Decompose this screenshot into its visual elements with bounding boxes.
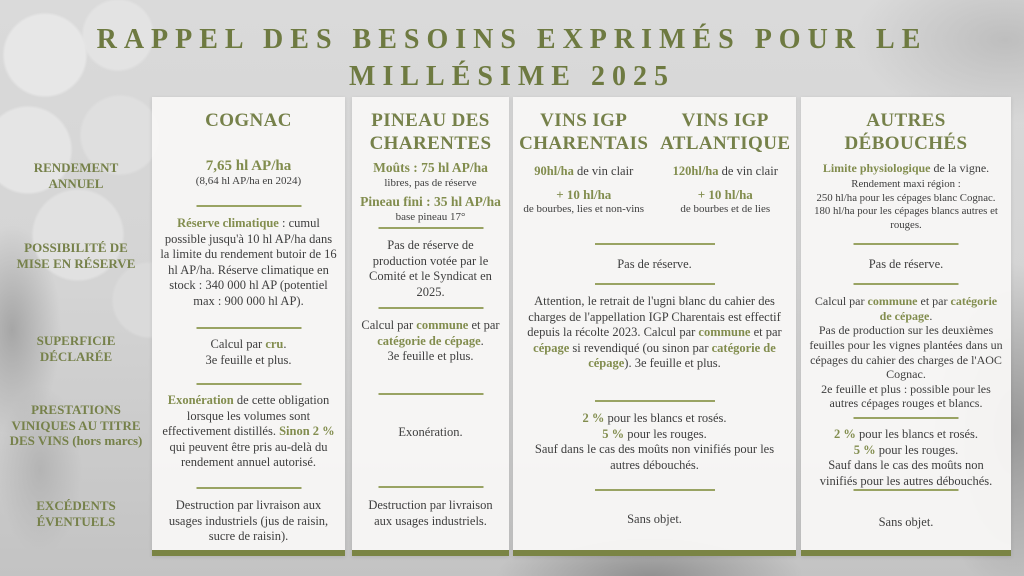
pineau-reserve: Pas de réserve de production votée par le Comité et le Syndicat en 2025. bbox=[369, 238, 492, 299]
cognac-yield-value: 7,65 hl AP/ha bbox=[205, 158, 292, 174]
card-bottom-bar bbox=[152, 550, 345, 556]
pineau-surface-accent1: commune bbox=[416, 318, 469, 332]
row-label-mise-en-reserve: POSSIBILITÉ DE MISE EN RÉSERVE bbox=[16, 240, 136, 271]
pineau-mouts-note: libres, pas de réserve bbox=[384, 176, 477, 189]
autres-limit bbox=[809, 161, 1003, 232]
pineau-fini-value: Pineau fini : 35 hl AP/ha bbox=[360, 193, 501, 209]
divider bbox=[854, 489, 959, 491]
autres-prest-text2: pour les rouges. bbox=[875, 442, 959, 457]
autres-surface-note1: Pas de production sur les deuxièmes feuilles pour les vignes plantées dans un cépages du cahier des charges de l'AOC Cognac. bbox=[809, 323, 1003, 382]
pineau-surface bbox=[360, 318, 501, 365]
igp-prest-accent2: 5 % bbox=[602, 426, 625, 441]
autres-limit-note2: 250 hl/ha pour les cépages blanc Cognac. bbox=[816, 191, 996, 204]
cognac-surface-post: . bbox=[283, 337, 287, 351]
divider bbox=[196, 487, 301, 489]
autres-surface-note2: 2e feuille et plus : possible pour les autres cépages rouges et blancs. bbox=[821, 381, 991, 411]
autres-surface-calc bbox=[809, 294, 1003, 323]
page-title bbox=[0, 21, 1024, 95]
divider bbox=[854, 243, 959, 245]
autres-surface bbox=[809, 294, 1003, 411]
igp-atlantique-title: VINS IGP ATLANTIQUE bbox=[660, 110, 791, 155]
cognac-surface-line1 bbox=[160, 337, 337, 353]
autres-surface-accent2: catégorie de cépage bbox=[879, 294, 998, 323]
divider bbox=[595, 489, 715, 491]
igp-attention-text2: et par bbox=[750, 325, 782, 339]
card-bottom-bar bbox=[801, 550, 1011, 556]
pineau-prestations: Exonération. bbox=[398, 425, 463, 439]
pineau-surface-accent2: catégorie de cépage bbox=[377, 333, 481, 348]
cognac-surface-line2: 3e feuille et plus. bbox=[205, 352, 292, 367]
igp-headers bbox=[513, 97, 796, 217]
igp-atlantique-value bbox=[655, 164, 797, 180]
divider bbox=[196, 383, 301, 385]
row-label-excedents-eventuels: EXCÉDENTS ÉVENTUELS bbox=[36, 498, 116, 529]
pineau-mouts-value: Moûts : 75 hl AP/ha bbox=[373, 160, 488, 175]
igp-attention-text4: ). 3e feuille et plus. bbox=[624, 356, 721, 370]
autres-prest-text1: pour les blancs et rosés. bbox=[855, 427, 979, 441]
cognac-prest-accent1: Exonération bbox=[167, 393, 234, 407]
igp-attention bbox=[521, 294, 788, 372]
row-label-superficie-declaree: SUPERFICIE DÉCLARÉE bbox=[36, 333, 116, 364]
pineau-surface-line2: 3e feuille et plus. bbox=[387, 349, 474, 363]
card-cognac bbox=[152, 97, 345, 556]
igp-charentais-extra: + 10 hl/ha bbox=[556, 186, 612, 202]
igp-reserve: Pas de réserve. bbox=[617, 257, 692, 271]
divider bbox=[854, 417, 959, 419]
igp-charentais-title: VINS IGP CHARENTAIS bbox=[519, 110, 649, 155]
card-bottom-bar bbox=[513, 550, 796, 556]
igp-attention-accent2: cépage bbox=[533, 340, 570, 355]
igp-charentais-value-accent: 90hl/ha bbox=[534, 164, 574, 179]
divider bbox=[854, 283, 959, 285]
autres-surface-post: . bbox=[929, 308, 933, 323]
igp-atlantique-value-rest: de vin clair bbox=[718, 164, 778, 179]
divider bbox=[378, 307, 483, 309]
pineau-yield bbox=[360, 160, 501, 224]
autres-surface-accent1: commune bbox=[867, 294, 918, 308]
cognac-reserve bbox=[160, 216, 337, 309]
autres-surface-mid: et par bbox=[917, 294, 951, 308]
divider bbox=[595, 243, 715, 245]
divider bbox=[378, 486, 483, 488]
igp-surplus: Sans objet. bbox=[627, 512, 682, 526]
autres-prest-note: Sauf dans le cas des moûts non vinifiés pour les autres débouchés. bbox=[819, 458, 993, 488]
igp-charentais-column bbox=[513, 97, 655, 217]
card-pineau bbox=[352, 97, 509, 556]
pineau-title: PINEAU DES CHARENTES bbox=[369, 110, 492, 155]
igp-charentais-value bbox=[513, 164, 655, 180]
row-label-rendement-annuel: RENDEMENT ANNUEL bbox=[33, 160, 119, 191]
igp-attention-text1: Attention, le retrait de l'ugni blanc du cahier des charges de l'appellation IGP Charentais est effectif depuis la récolte 2023. Calcul par bbox=[527, 294, 781, 339]
igp-atlantique-extra: + 10 hl/ha bbox=[697, 186, 753, 202]
pineau-surface-post: . bbox=[480, 333, 484, 348]
cognac-surface bbox=[160, 337, 337, 368]
igp-prest-text2: pour les rouges. bbox=[624, 426, 707, 441]
igp-attention-text3: si revendiqué (ou sinon par bbox=[569, 340, 712, 355]
row-label-prestations-viniques: PRESTATIONS VINIQUES AU TITRE DES VINS (hors marcs) bbox=[9, 402, 143, 449]
pineau-surface-mid: et par bbox=[468, 318, 500, 332]
autres-prest-accent2: 5 % bbox=[853, 442, 876, 457]
cognac-prest-accent2: Sinon 2 % bbox=[279, 424, 335, 438]
divider bbox=[196, 327, 301, 329]
igp-prest-note: Sauf dans le cas des moûts non vinifiés pour les autres débouchés. bbox=[534, 442, 775, 472]
cognac-prest-text2: qui peuvent être pris au-delà du rendement annuel autorisé. bbox=[169, 439, 328, 469]
card-vins-igp bbox=[513, 97, 796, 556]
igp-prest-accent1: 2 % bbox=[582, 411, 605, 425]
autres-prest-line2 bbox=[809, 443, 1003, 459]
page-title-line1: RAPPEL DES BESOINS EXPRIMÉS POUR LE bbox=[96, 24, 928, 55]
igp-prest-line1 bbox=[521, 411, 788, 427]
cognac-surface-pre: Calcul par bbox=[210, 337, 266, 351]
igp-attention-accent1: commune bbox=[698, 325, 751, 339]
divider bbox=[595, 283, 715, 285]
divider bbox=[196, 205, 301, 207]
igp-attention-accent3: catégorie de cépage bbox=[588, 340, 776, 370]
divider bbox=[595, 400, 715, 402]
cognac-prestations bbox=[160, 393, 337, 471]
igp-prestations bbox=[521, 411, 788, 473]
cognac-reserve-rest: : cumul possible jusqu'à 10 hl AP/ha dans la limite du rendement butoir de 16 hl AP/ha. Réserve climatique en stock : 340 000 hl AP (potentiel max : 900 000 hl AP). bbox=[160, 216, 337, 308]
igp-atlantique-value-accent: 120hl/ha bbox=[672, 164, 719, 179]
divider bbox=[378, 393, 483, 395]
cognac-yield-note: (8,64 hl AP/ha en 2024) bbox=[195, 175, 302, 187]
divider bbox=[378, 227, 483, 229]
autres-prest-accent1: 2 % bbox=[833, 427, 856, 441]
cognac-surplus: Destruction par livraison aux usages industriels (jus de raisin, sucre de raisin). bbox=[168, 498, 329, 543]
autres-surface-pre: Calcul par bbox=[814, 294, 868, 308]
cognac-title: COGNAC bbox=[205, 110, 292, 131]
cognac-prest-text1: de cette obligation lorsque les volumes sont effectivement distillés. bbox=[162, 393, 330, 438]
igp-prest-line2 bbox=[521, 427, 788, 443]
autres-reserve: Pas de réserve. bbox=[868, 257, 944, 271]
autres-title: AUTRES DÉBOUCHÉS bbox=[844, 110, 968, 155]
igp-prest-text1: pour les blancs et rosés. bbox=[604, 411, 727, 425]
igp-atlantique-extra-note: de bourbes et de lies bbox=[680, 203, 771, 216]
autres-prest-line1 bbox=[809, 427, 1003, 443]
igp-charentais-value-rest: de vin clair bbox=[573, 164, 634, 179]
pineau-surface-pre: Calcul par bbox=[361, 318, 417, 332]
cognac-yield bbox=[160, 157, 337, 189]
igp-atlantique-column bbox=[655, 97, 797, 217]
autres-limit-line bbox=[809, 161, 1003, 175]
igp-charentais-extra-note: de bourbes, lies et non-vins bbox=[523, 203, 645, 216]
card-autres-debouches bbox=[801, 97, 1011, 556]
pineau-fini-note: base pineau 17° bbox=[395, 210, 466, 223]
card-bottom-bar bbox=[352, 550, 509, 556]
autres-limit-note1: Rendement maxi région : bbox=[851, 178, 961, 191]
cognac-reserve-lead: Réserve climatique bbox=[177, 216, 279, 230]
autres-limit-note3: 180 hl/ha pour les cépages blancs autres et rouges. bbox=[814, 205, 998, 231]
page-title-line2: MILLÉSIME 2025 bbox=[349, 61, 675, 92]
cognac-surface-accent: cru bbox=[265, 337, 284, 351]
autres-limit-rest: de la vigne. bbox=[930, 161, 990, 175]
pineau-surplus: Destruction par livraison aux usages industriels. bbox=[368, 498, 493, 528]
autres-surplus: Sans objet. bbox=[878, 515, 934, 529]
autres-limit-accent: Limite physiologique bbox=[822, 161, 931, 175]
autres-prestations bbox=[809, 427, 1003, 489]
